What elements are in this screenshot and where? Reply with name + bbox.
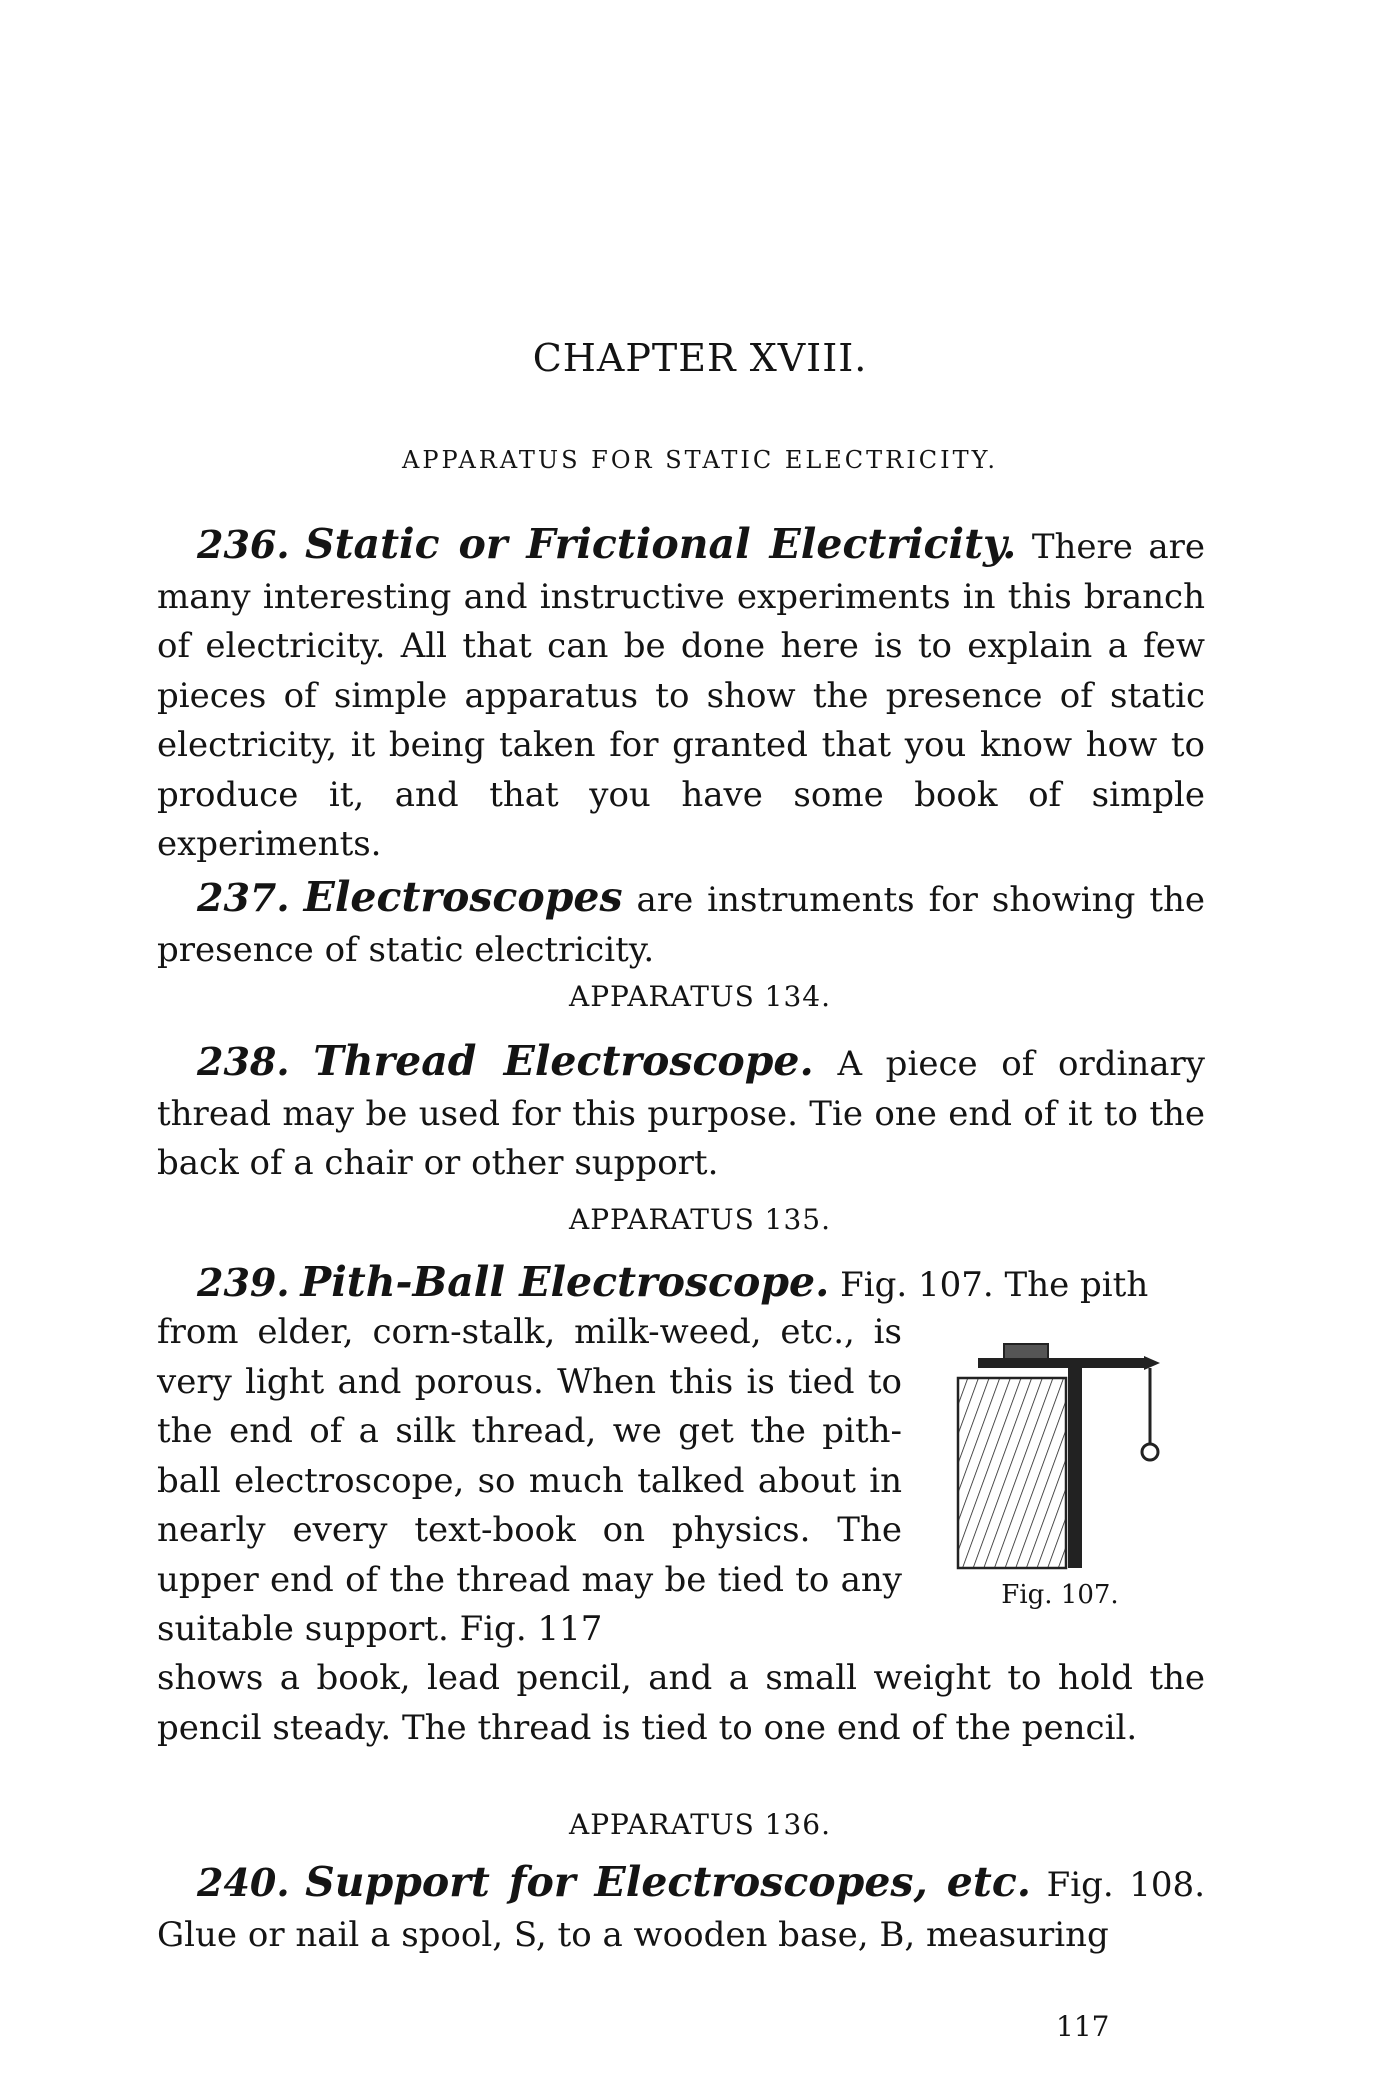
section-heading: Pith-Ball Electroscope. bbox=[300, 1258, 830, 1306]
figure-caption: Fig. 107. bbox=[1001, 1580, 1119, 1610]
section-239-wrapped-text: from elder, corn-stalk, milk-weed, etc., is very light and porous. When this is tied to the end of a silk thread, we get the pith-ball electroscope, so much talked about in nearly every text-book on physics. The upper end of the thread may be tied to any suitable support. Fig. 117 bbox=[157, 1312, 902, 1649]
book-shape bbox=[958, 1378, 1066, 1568]
section-number: 237. bbox=[197, 875, 290, 920]
section-heading: Support for Electroscopes, etc. bbox=[305, 1858, 1032, 1906]
section-body: are instruments for showing the presence of static electricity. bbox=[157, 880, 1206, 970]
section-239-continued-text: shows a book, lead pencil, and a small weight to hold the pencil steady. The thread is tied to one end of the pencil. bbox=[157, 1658, 1205, 1748]
section-intro: Fig. 107. The pith bbox=[829, 1265, 1149, 1305]
apparatus-134-heading: APPARATUS 134. bbox=[568, 980, 832, 1013]
chapter-title: CHAPTER XVIII. bbox=[532, 336, 868, 380]
pith-ball-electroscope-illustration bbox=[950, 1338, 1190, 1578]
pencil-shape bbox=[978, 1358, 1144, 1368]
section-236 bbox=[157, 520, 1205, 870]
section-239-heading-line bbox=[157, 1258, 1205, 1311]
section-body: A piece of ordinary thread may be used for this purpose. Tie one end of it to the back of a chair or other support. bbox=[157, 1044, 1205, 1183]
section-heading: Electroscopes bbox=[303, 873, 623, 921]
apparatus-136-heading: APPARATUS 136. bbox=[568, 1808, 832, 1841]
pencil-tip-shape bbox=[1144, 1356, 1160, 1370]
section-heading: Static or Frictional Electricity. bbox=[305, 520, 1017, 568]
section-number: 239. bbox=[197, 1260, 290, 1305]
section-heading: Thread Electroscope. bbox=[313, 1037, 814, 1085]
section-number: 240. bbox=[197, 1860, 290, 1905]
section-body: There are many interesting and instructive experiments in this branch of electricity. All that can be done here is to explain a few pieces of simple apparatus to show the presence of static electricity, it being taken for granted that you know how to produce it, and that you have some book of simple experiments. bbox=[157, 527, 1205, 864]
apparatus-135-heading: APPARATUS 135. bbox=[568, 1203, 832, 1236]
page-number: 117 bbox=[1056, 2010, 1110, 2043]
section-238 bbox=[157, 1037, 1205, 1189]
section-number: 236. bbox=[197, 522, 290, 567]
pencil-upright-shape bbox=[1068, 1364, 1082, 1568]
weight-shape bbox=[1004, 1344, 1048, 1360]
section-237 bbox=[157, 873, 1205, 975]
pith-ball-shape bbox=[1142, 1444, 1158, 1460]
section-body: Fig. 108. Glue or nail a spool, S, to a wooden base, B, measuring bbox=[157, 1865, 1205, 1955]
section-number: 238. bbox=[197, 1039, 290, 1084]
chapter-subtitle: APPARATUS FOR STATIC ELECTRICITY. bbox=[402, 446, 998, 474]
section-240 bbox=[157, 1858, 1205, 1960]
